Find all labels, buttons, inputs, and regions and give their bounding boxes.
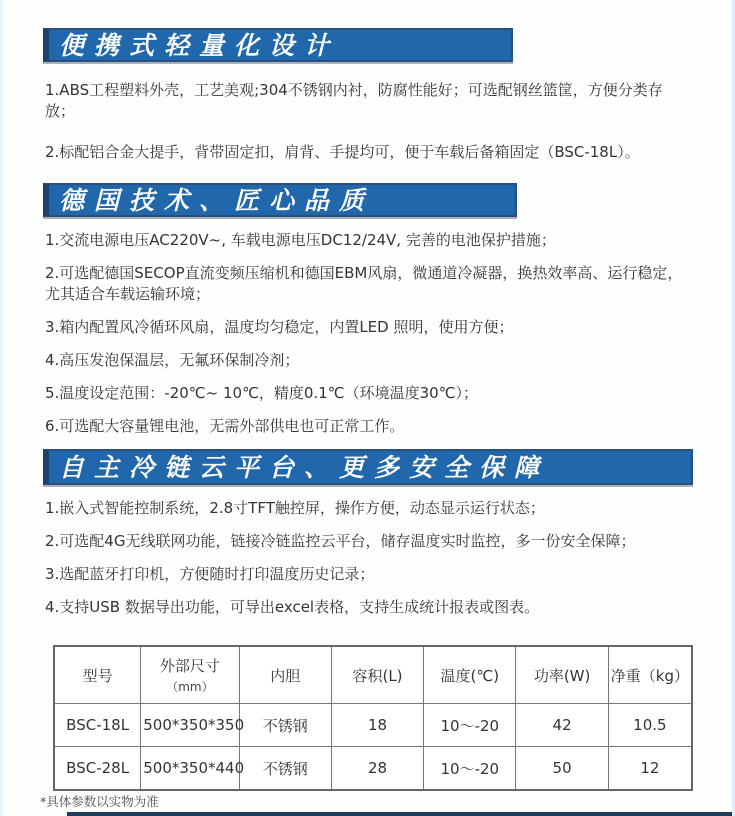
feature-point: 1.交流电源电压AC220V~, 车载电源电压DC12/24V, 完善的电池保护措施； xyxy=(45,231,556,249)
col-volume xyxy=(331,646,423,704)
col-model-label: 型号 xyxy=(82,666,113,685)
spec-table-head xyxy=(54,646,692,704)
col-liner-label: 内胆 xyxy=(270,666,301,685)
feature-point: 3.选配蓝牙打印机，方便随时打印温度历史记录； xyxy=(45,565,375,583)
bottom-accent-bar xyxy=(67,812,732,816)
spec-header-row xyxy=(54,646,692,704)
col-weight-label: 净重（kg） xyxy=(610,666,689,685)
table-row-bsc-28l xyxy=(54,747,692,791)
col-weight xyxy=(608,646,692,704)
table-cell: BSC-18L xyxy=(54,704,141,747)
table-cell: 10.5 xyxy=(608,704,692,747)
col-liner xyxy=(239,646,331,704)
col-temperature xyxy=(424,646,516,704)
table-cell: 42 xyxy=(516,704,608,747)
table-cell: BSC-28L xyxy=(54,747,141,791)
section-1-body xyxy=(43,80,690,163)
feature-point: 2.可选配德国SECOP直流变频压缩机和德国EBM风扇，微通道冷凝器，换热效率高、运行稳定，尤其适合车载运输环境； xyxy=(45,264,683,303)
table-cell: 不锈钢 xyxy=(239,704,331,747)
feature-point: 1.ABS工程塑料外壳，工艺美观;304不锈钢内衬，防腐性能好；可选配钢丝篮筐，方便分类存放； xyxy=(45,81,663,120)
col-volume-label: 容积(L) xyxy=(352,666,403,685)
feature-point: 2.可选配4G无线联网功能，链接冷链监控云平台，储存温度实时监控，多一份安全保障； xyxy=(45,532,636,550)
col-power xyxy=(516,646,608,704)
feature-point: 3.箱内配置风冷循环风扇，温度均匀稳定，内置LED 照明，使用方便； xyxy=(45,318,514,336)
table-cell: 28 xyxy=(331,747,423,791)
col-temperature-label: 温度(℃) xyxy=(440,666,500,685)
feature-point: 6.可选配大容量锂电池，无需外部供电也可正常工作。 xyxy=(45,417,405,435)
table-cell: 12 xyxy=(608,747,692,791)
col-dimensions-label: 外部尺寸 xyxy=(159,657,220,675)
table-cell: 18 xyxy=(331,704,423,747)
col-dimensions-unit: （mm） xyxy=(166,680,214,694)
section-german-tech xyxy=(43,183,690,437)
table-cell: 500*350*440 xyxy=(141,747,239,791)
table-row-bsc-18l xyxy=(54,704,692,747)
section-1-title: 便携式轻量化设计 xyxy=(59,30,340,60)
footnote: *具体参数以实物为准 xyxy=(40,794,159,809)
section-3-title: 自主冷链云平台、更多安全保障 xyxy=(59,452,550,482)
section-3-title-bar xyxy=(43,449,693,485)
feature-point: 4.支持USB 数据导出功能，可导出excel表格，支持生成统计报表或图表。 xyxy=(45,598,540,616)
spec-table-body xyxy=(54,704,692,791)
feature-point: 5.温度设定范围：-20℃~ 10℃，精度0.1℃（环境温度30℃）； xyxy=(45,384,479,402)
section-1-title-bar xyxy=(43,28,513,62)
feature-point: 1.嵌入式智能控制系统，2.8寸TFT触控屏，操作方便，动态显示运行状态； xyxy=(45,499,545,517)
table-cell: 10～-20 xyxy=(424,747,516,791)
col-model xyxy=(54,646,141,704)
section-cloud-platform xyxy=(43,449,690,618)
section-3-body xyxy=(43,498,690,618)
section-2-body xyxy=(43,230,690,437)
table-cell: 50 xyxy=(516,747,608,791)
feature-point: 2.标配铝合金大提手，背带固定扣，肩背、手提均可，便于车载后备箱固定（BSC-18L）。 xyxy=(45,143,640,161)
section-2-title-bar xyxy=(43,183,517,217)
col-dimensions xyxy=(141,646,239,704)
spec-table xyxy=(53,645,693,791)
col-power-label: 功率(W) xyxy=(533,666,591,685)
page-content xyxy=(3,0,732,791)
section-2-title: 德国技术、匠心品质 xyxy=(59,185,375,215)
table-cell: 500*350*350 xyxy=(141,704,239,747)
feature-point: 4.高压发泡保温层，无氟环保制冷剂； xyxy=(45,351,300,369)
section-portable-design xyxy=(43,28,690,163)
table-cell: 不锈钢 xyxy=(239,747,331,791)
table-cell: 10～-20 xyxy=(424,704,516,747)
